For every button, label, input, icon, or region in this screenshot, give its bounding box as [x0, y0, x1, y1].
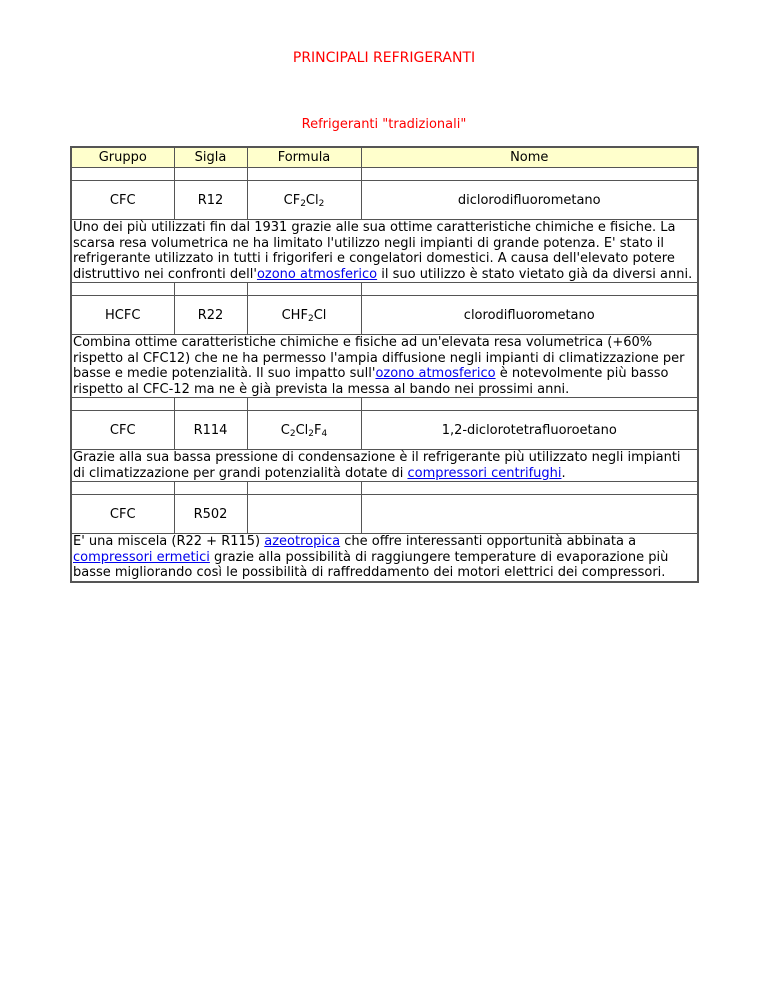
formula-subscript: 2 — [308, 428, 315, 439]
cell-gruppo: CFC — [71, 495, 174, 534]
table-row — [71, 296, 698, 335]
description-row — [71, 220, 698, 283]
header-gruppo: Gruppo — [71, 147, 174, 168]
spacer-row — [71, 398, 698, 411]
formula-subscript: 2 — [318, 198, 325, 209]
description-row — [71, 534, 698, 582]
formula-subscript: 2 — [307, 313, 314, 324]
description-link[interactable]: ozono atmosferico — [256, 266, 378, 282]
cell-nome: diclorodifluorometano — [361, 181, 698, 220]
description-link[interactable]: ozono atmosferico — [375, 366, 496, 381]
header-sigla: Sigla — [174, 147, 247, 168]
spacer-row — [71, 482, 698, 495]
cell-gruppo: CFC — [71, 181, 174, 220]
page-title: PRINCIPALI REFRIGERANTI — [292, 50, 476, 66]
header-row — [71, 147, 698, 168]
description-text: E' una miscela (R22 + R115) azeotropica che offre interessanti opportunità abbinata a compressori ermetici grazie alla possibilità di raggiungere temperature di evaporazione più basse migliorando così le possibilità di raffreddamento dei motori elettrici dei compressori. — [71, 534, 698, 582]
cell-sigla: R502 — [174, 495, 247, 534]
table-row — [71, 495, 698, 534]
table-row — [71, 411, 698, 450]
description-link[interactable]: compressori centrifughi — [407, 465, 562, 481]
cell-sigla: R114 — [174, 411, 247, 450]
spacer-row — [71, 283, 698, 296]
description-link[interactable]: azeotropica — [264, 534, 341, 549]
description-row — [71, 450, 698, 482]
table-subtitle: Refrigeranti "tradizionali" — [301, 117, 467, 132]
description-text: Grazie alla sua bassa pressione di condensazione è il refrigerante più utilizzato negli impianti di climatizzazione per grandi potenzialità dotate di compressori centrifughi. — [71, 450, 698, 482]
cell-nome — [361, 495, 698, 534]
cell-formula — [247, 495, 361, 534]
cell-formula: $C_2Cl_2F_4$ — [247, 411, 361, 450]
cell-formula: $CF_2Cl_2$ — [247, 181, 361, 220]
cell-sigla: R22 — [174, 296, 247, 335]
header-nome: Nome — [361, 147, 698, 168]
cell-gruppo: HCFC — [71, 296, 174, 335]
description-row — [71, 335, 698, 398]
refrigerants-table — [70, 146, 699, 583]
cell-sigla: R12 — [174, 181, 247, 220]
formula-subscript: 2 — [289, 428, 296, 439]
description-link[interactable]: compressori ermetici — [73, 549, 210, 565]
cell-nome: clorodifluorometano — [361, 296, 698, 335]
header-formula: Formula — [247, 147, 361, 168]
cell-gruppo: CFC — [71, 411, 174, 450]
cell-nome: 1,2-diclorotetrafluoroetano — [361, 411, 698, 450]
formula-subscript: 4 — [321, 428, 328, 439]
description-text: Combina ottime caratteristiche chimiche e fisiche ad un'elevata resa volumetrica (+60% rispetto al CFC12) che ne ha permesso l'ampia diffusione negli impianti di climatizzazione per basse e medie potenzialità. Il suo impatto sull'ozono atmosferico è notevolmente più basso rispetto al CFC-12 ma ne è già prevista la messa al bando nei prossimi anni. — [71, 335, 698, 398]
table-row — [71, 181, 698, 220]
formula-subscript: 2 — [300, 198, 306, 209]
description-text: Uno dei più utilizzati fin dal 1931 grazie alle sua ottime caratteristiche chimiche e fisiche. La scarsa resa volumetrica ne ha limitato l'utilizzo negli impianti di grande potenza. E' stato il refrigerante utilizzato in tutti i frigoriferi e congelatori domestici. A causa dell'elevato potere distruttivo nei confronti dell'ozono atmosferico il suo utilizzo è stato vietato già da diversi anni. — [71, 220, 698, 283]
cell-formula: $CHF_2Cl$ — [247, 296, 361, 335]
spacer-row — [71, 168, 698, 181]
